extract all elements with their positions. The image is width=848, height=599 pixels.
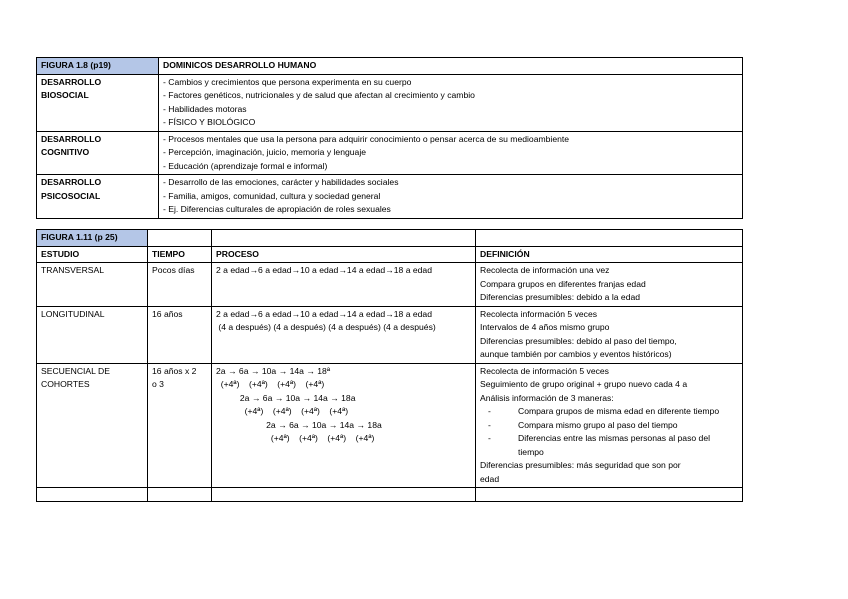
row-items: [159, 175, 743, 219]
estudio-cell: TRANSVERSAL: [37, 263, 148, 307]
definicion-cell: Recolecta información 5 veces Intervalos de 4 años mismo grupo Diferencias presumibles: debido al paso del tiempo, aunque también por cambios y eventos históricos): [476, 306, 743, 363]
table1-row-psicosocial: [37, 175, 743, 219]
row-label: DESARROLLO BIOSOCIAL: [37, 74, 159, 131]
proceso-cell: 2 a edad→6 a edad→10 a edad→14 a edad→18 a edad (4 a después) (4 a después) (4 a después) (4 a después): [212, 306, 476, 363]
proceso-cell: 2 a edad→6 a edad→10 a edad→14 a edad→18 a edad: [212, 263, 476, 307]
list-item: - Familia, amigos, comunidad, cultura y sociedad general: [163, 190, 381, 201]
list-item: - Ej. Diferencias culturales de apropiación de roles sexuales: [163, 204, 391, 214]
tiempo-cell: 16 años: [148, 306, 212, 363]
list-item: - Procesos mentales que usa la persona para adquirir conocimiento o pensar acerca de su medioambiente: [163, 133, 570, 144]
tiempo-cell: 16 años x 2 o 3: [148, 363, 212, 488]
definicion-cell: Recolecta de información 5 veces Seguimiento de grupo original + grupo nuevo cada 4 a Análisis información de 3 maneras: - Compara grupos de misma edad en diferente tiempo - Compara mismo grupo al paso del tiempo - Diferencias entre las mismas personas al paso del tiempo Diferencias presumibles: más seguridad que son por edad: [476, 363, 743, 488]
table2-empty-row: [37, 488, 743, 502]
column-header-definicion: DEFINICIÓN: [476, 246, 743, 263]
list-item: - Desarrollo de las emociones, carácter y habilidades sociales: [163, 177, 399, 187]
table2-header-row: [37, 246, 743, 263]
list-item: - Diferencias entre las mismas personas al paso del tiempo: [488, 433, 711, 457]
column-header-tiempo: TIEMPO: [148, 246, 212, 263]
table2-figure-cell: FIGURA 1.11 (p 25): [37, 230, 148, 247]
list-item: - Compara grupos de misma edad en diferente tiempo: [488, 406, 720, 416]
table1-header-row: [37, 58, 743, 75]
row-label: DESARROLLO PSICOSOCIAL: [37, 175, 159, 219]
column-header-estudio: ESTUDIO: [37, 246, 148, 263]
table2-figure-row: [37, 230, 743, 247]
table1-title-cell: DOMINICOS DESARROLLO HUMANO: [159, 58, 743, 75]
row-items: [159, 74, 743, 131]
table-row-secuencial: [37, 363, 743, 488]
table-row-longitudinal: [37, 306, 743, 363]
definicion-cell: Recolecta de información una vez Compara grupos en diferentes franjas edad Diferencias presumibles: debido a la edad: [476, 263, 743, 307]
figura-1-8-table: [36, 57, 743, 219]
row-label: DESARROLLO COGNITIVO: [37, 131, 159, 175]
proceso-cell: 2a → 6a → 10a → 14a → 18ª (+4ª) (+4ª) (+4ª) (+4ª) 2a → 6a → 10a → 14a → 18a (+4ª) (+4ª) (+4ª) (+4ª) 2a → 6a → 10a → 14a → 18a (+4ª) (+4ª) (+4ª) (+4ª): [212, 363, 476, 488]
list-item: - Percepción, imaginación, juicio, memoria y lenguaje: [163, 147, 367, 157]
tiempo-cell: Pocos días: [148, 263, 212, 307]
table1-row-biosocial: [37, 74, 743, 131]
row-items: [159, 131, 743, 175]
list-item: - Cambios y crecimientos que persona experimenta en su cuerpo: [163, 76, 412, 87]
list-item: - Compara mismo grupo al paso del tiempo: [488, 419, 678, 430]
list-item: - FÍSICO Y BIOLÓGICO: [163, 117, 256, 127]
estudio-cell: LONGITUDINAL: [37, 306, 148, 363]
table1-figure-cell: FIGURA 1.8 (p19): [37, 58, 159, 75]
list-item: - Habilidades motoras: [163, 103, 247, 114]
estudio-cell: SECUENCIAL DE COHORTES: [37, 363, 148, 488]
list-item: - Factores genéticos, nutricionales y de salud que afectan al crecimiento y cambio: [163, 90, 475, 100]
table-row-transversal: [37, 263, 743, 307]
list-item: - Educación (aprendizaje formal e informal): [163, 160, 328, 171]
column-header-proceso: PROCESO: [212, 246, 476, 263]
table1-row-cognitivo: [37, 131, 743, 175]
figura-1-11-table: [36, 229, 743, 502]
